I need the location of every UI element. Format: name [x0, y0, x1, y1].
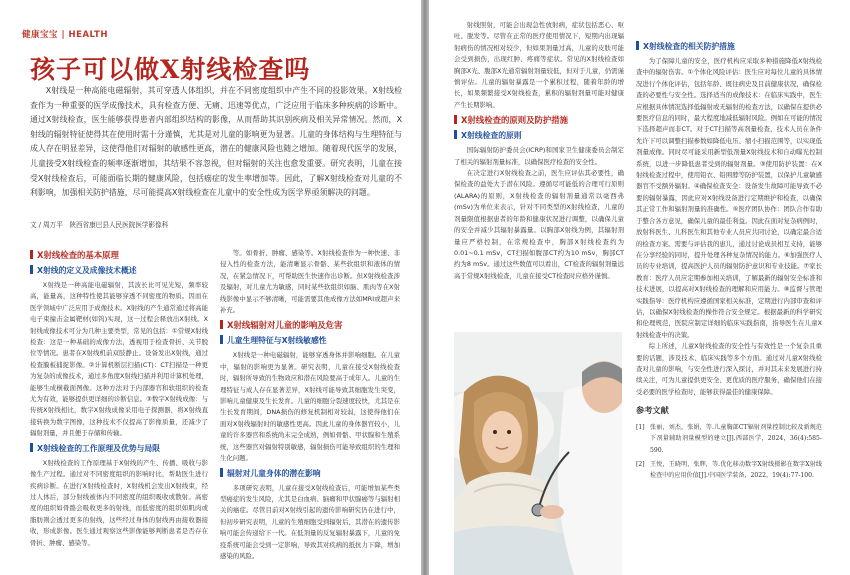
- subheading-sensitivity: 儿童生理特征与X射线敏感性: [220, 335, 400, 347]
- article-title: 孩子可以做X射线检查吗: [30, 55, 311, 84]
- byline: 文 / 周万平 陕西省康巴县人民医院医学影像科: [30, 221, 169, 229]
- running-head-cn: 健康宝宝: [22, 30, 59, 40]
- page-gutter: [421, 0, 429, 575]
- subheading-damage: 辐射对儿童身体的潜在影响: [220, 468, 400, 480]
- paragraph-protection: 为了保障儿童的安全，医疗机构应采取多种措施降低X射线检查中的辐射伤害。①个体化风险评估：医生应对每位儿童的具体情况进行个体化评估，包括年龄、既往病史及目前健康状况，确保检查的必要性与安全性。选择适当的成像技术：在临床实践中，医生应根据具体情况选择低辐射或无辐射的检查方法，以确保在提供必要医疗信息的同时，最大程度地减低辐射风险。例如在可能的情况下选择超声而非CT。对于CT扫描等高剂量检查，技术人员在条件允许下可以调整扫描参数如降低电压、缩小扫描范围等，以实现低剂量成像。同时尽可能采用新型低剂量X射线技术和自动曝光控制系统，以进一步降低患者受到的辐射剂量。③使用防护装置：在X射线检查过程中，使用铅衣、铅围脖等防护装置，以保护儿童敏感器官不受额外辐射。④确保检查安全：设备发生故障可能导致不必要的辐射暴露，因此应对X射线设备进行定期维护和检查，以确保其正常工作和辐射剂量的准确性。⑤医疗团队协作：团队合作有助于整合各方意见，确保儿童的最佳利益。因此在面对复杂病例时，放射科医生、儿科医生和其他专业人员应共同讨论，以确定最合适的检查方案。需要与评估我的患儿，通过讨论成员相互支持，能够在分享经验的同时，提升处理各种复杂情况的能力。⑥加强医疗人员的专业培训，提高医护人员的辐射防护意识和专业技能。⑦家长教育：医疗人员应定期参加相关培训，了解最新的辐射安全标准和技术进展，以提高对X射线检查的理解和应用能力。⑧监督与管理实践指导：医疗机构应遵循国家相关标准，定期进行内部审查和评估，以确保X射线检查的操作符合安全规定。根据最新的科学研究和伦理规范，医院应制定详细的临床实践指南，指导医生在儿童X射线检查中的决策。: [636, 57, 822, 339]
- subheading-definition: X射线的定义及成像技术概述: [30, 265, 208, 277]
- paragraph-sensitivity: X射线是一种电磁辐射，能够穿透身体并影响细胞。在儿童中，辐射的影响更为显著。研究表明，儿童在接受X射线检查时，辐射所导致的生物效应和潜在风险要高于成年人。儿童的生理特征与成人存在显著差异，X射线可能导致其细胞发生突变，影响儿童健康及生长发育。儿童的细胞分裂速度较快，尤其是在生长发育期间，DNA损伤的修复机制相对较弱，这使得他们在面对X射线辐射时的敏感性更高。因此儿童的身体器官较小，儿童的许多器官和系统尚未完全成熟，例如骨骼、甲状腺和生殖系统，这些器官对辐射特别敏感，辐射损伤可能导致组织的生理和生化问题。: [220, 351, 400, 463]
- column-1: [30, 246, 208, 549]
- heading-basic-principle: X射线检查的基本原理: [30, 249, 208, 261]
- subheading-protection: X射线检查的相关防护措施: [636, 41, 822, 53]
- paragraph-principle-1: 国际辐射防护委员会(ICRP)和国家卫生健康委员会制定了相关的辐射剂量标准，以确保医疗检查的安全性。: [454, 146, 624, 166]
- heading-safety: X射线检查的原则及防护措施: [454, 114, 624, 126]
- column-3: [454, 20, 624, 282]
- references-title: 参考文献: [636, 405, 669, 416]
- left-page: [0, 0, 421, 575]
- running-head: 健康宝宝 | HEALTH: [22, 30, 108, 40]
- column-2: [220, 248, 400, 562]
- paragraph-principle-2: 在决定进行X射线检查之前，医生应评估其必要性，确保检查的益处大于潜在风险。遵循尽可能低的合理可行原则(ALARA)的原则，X射线检查的辐射剂量通常以毫西弗(mSv)为单位来表示，针对不同类型的X射线检查，儿童的剂量限值根据患者的年龄和健康状况进行调整，以确保儿童的安全并减少其辐射暴露量。以胸部X射线为例，其辐射剂量应严格控制，在常规检查中，胸部X射线检查约为0.01~0.1 mSv，CT扫描如腹部CT约为10 mSv，胸部CT约为8 mSv。通过这些数值可以看出，CT检查的辐射剂量远高于常规X射线检查，儿童在接受CT检查时应格外谨慎。: [454, 169, 624, 280]
- paragraph-conclusion: 综上所述，儿童X射线检查的安全性与有效性是一个复杂且重要的话题，涉及技术、临床实践等多个方面。通过对儿童X射线检查对儿童的影响，与安全性进行深入探讨，并对其未来发展进行持续关注，可为儿童提供更安全、更优质的医疗服务，确保他们在接受必要的医学检查时，能够获得最佳的健康保障。: [636, 342, 822, 396]
- column-4: [636, 38, 822, 484]
- photo-illustration: [454, 332, 622, 575]
- subheading-working-principle: X射线检查的工作原理及优势与局限: [30, 443, 208, 455]
- paragraph-continued: 射线照射，可能会出现急性放射病，症状包括恶心、呕吐、脱发等。尽管在正常的医疗使用情况下，短期内出现辐射病伤的情况相对较少，但如果剂量过高，儿童的皮肤可能会受到损伤，出现红肿、疼痛等症状。常见的X射线检查如胸部X光、腹部X光通常辐射剂量较低，但对于儿童，仍需谨慎评估。儿童的辐射暴露是一个累积过程，随着年龄的增长，如果频繁接受X射线检查，累积的辐射剂量可能对健康产生长期影响。: [454, 21, 624, 109]
- running-head-en: HEALTH: [68, 30, 108, 40]
- article-intro: [30, 84, 402, 201]
- reference-item: [1] 张丽，刘杰，张娟，等.儿童胸部CT辐射剂量控制比较及新规范下剂量辅助剂量模型的建立[J].西部医学，2024，36(4):585-590.: [636, 424, 822, 454]
- paragraph-working-principle: X射线检查的工作原理基于X射线的产生、传播、吸收与影像生产过程。通过对不同密度组织的影响时比，帮助医生进行疾病诊断。在进行X射线检查时，X射线机会发出X射线束，经过人体后，部分射线被体内不同密度的组织吸收或散射。高密度的组织如骨骼会吸收更多的射线，而低密度的组织如肌肉或脂肪则会透过更多的射线，这些经过身体的射线再由接收器接收，形成影像。医生通过观察这些影像能够判断患者是否存在骨折、肿瘤、感染等。: [30, 458, 208, 547]
- subheading-principle: X射线检查的原则: [454, 130, 624, 142]
- reference-item: [2] 王悦，王晓明，张辉，等.优化移动数字X射线摄影在数字X射线检查中的应用价值[J].中国医学装备，2022，19(4):77-100.: [636, 460, 822, 479]
- paragraph-damage: 多项研究表明，儿童在接受X射线检查后，可能增加某些类型癌症的发生风险，尤其是白血病、脑瘤和甲状腺癌等与辐射相关的癌症。尽管目前对X射线引起的遗传影响研究仍在进行中，但初步研究表明，儿童的生殖细胞受到辐射后，其潜在的遗传影响可能会传递给下一代。在低剂量的反复辐射暴露下，儿童的免疫系统可能会受到一定影响，导致其对疾病的抵抗力下降，增加感染的风险。: [220, 483, 400, 560]
- heading-harm: X射线辐射对儿童的影响及危害: [220, 319, 400, 331]
- doctor-child-photo: [454, 332, 622, 575]
- intro-paragraph: X射线是一种高能电磁辐射，其可穿透人体组织，并在不同密度组织中产生不同的投影效果。X射线检查作为一种重要的医学成像技术，具有检查方便、无痛、迅速等优点，广泛应用于临床多种疾病的诊断中。通过X射线检查，医生能够获得患者内部组织结构的影像，从而帮助其识别疾病及相关异常情况。然而，X射线的辐射特征使得其在使用时需十分谨慎，尤其是对儿童的影响更为显著。儿童的身体结构与生理特征与成人存在明显差异，这使得他们对辐射的敏感性更高，潜在的健康风险也随之增加。随着现代医学的发展，儿童接受X射线检查的频率逐渐增加，其结果不容忽视，但对辐射的关注也愈发重要。研究表明，儿童在接受X射线检查后，可能面临长期的健康风险，包括癌症的发生率增加等。因此，了解X射线检查对儿童的不利影响，加强相关防护措施，尽可能提高X射线检查在儿童中的安全性成为医学界亟须解决的问题。: [30, 86, 402, 198]
- paragraph-continued: 等。如骨折、肿瘤、感染等。X射线检查作为一种快速、非侵入性的检查方法，能清晰显示骨骼、某些软组织和液体的情况，在紧急情况下，可帮助医生快速作出诊断。但X射线检查涉及辐射，对儿童尤为敏感，同时某些软组织如脑、肌肉等在X射线影像中显示不够清晰，可能需要其他成像方法如MRI或超声来补充。: [220, 249, 400, 315]
- paragraph-definition: X射线是一种高能电磁辐射，其波长比可见光短，频率较高，能量高，这种特性使其能够穿透不同密度的物质。因而在医学领域中广泛应用于成像技术。X射线的产生通常通过将高能电子束撞击金属靶材(如钨)实现，这一过程会释放出X射线。X射线成像技术可分为几种主要类型，常见的包括：①常规X射线检查：这是一种基础的成像方法，透视用于检查骨折、关节脱位等情况。患者在X射线机前双肢静止。设备发出X射线，通过检查膜板捕捉影像。②计算机断层扫描(CT)：CT扫描是一种更为复杂的成像技术，通过多角度X射线扫描并利用计算机处理，能够生成横截面图像。这种方法对于内部器官和软组织的检查尤为有效，能够提供更详细的诊断信息。③数字X射线成像：与传统X射线相比，数字X射线成像采用电子探测器，将X射线直接转换为数字图像，这种技术不仅提高了影像质量，还减少了辐射剂量，并且便于存储和传输。: [30, 281, 208, 438]
